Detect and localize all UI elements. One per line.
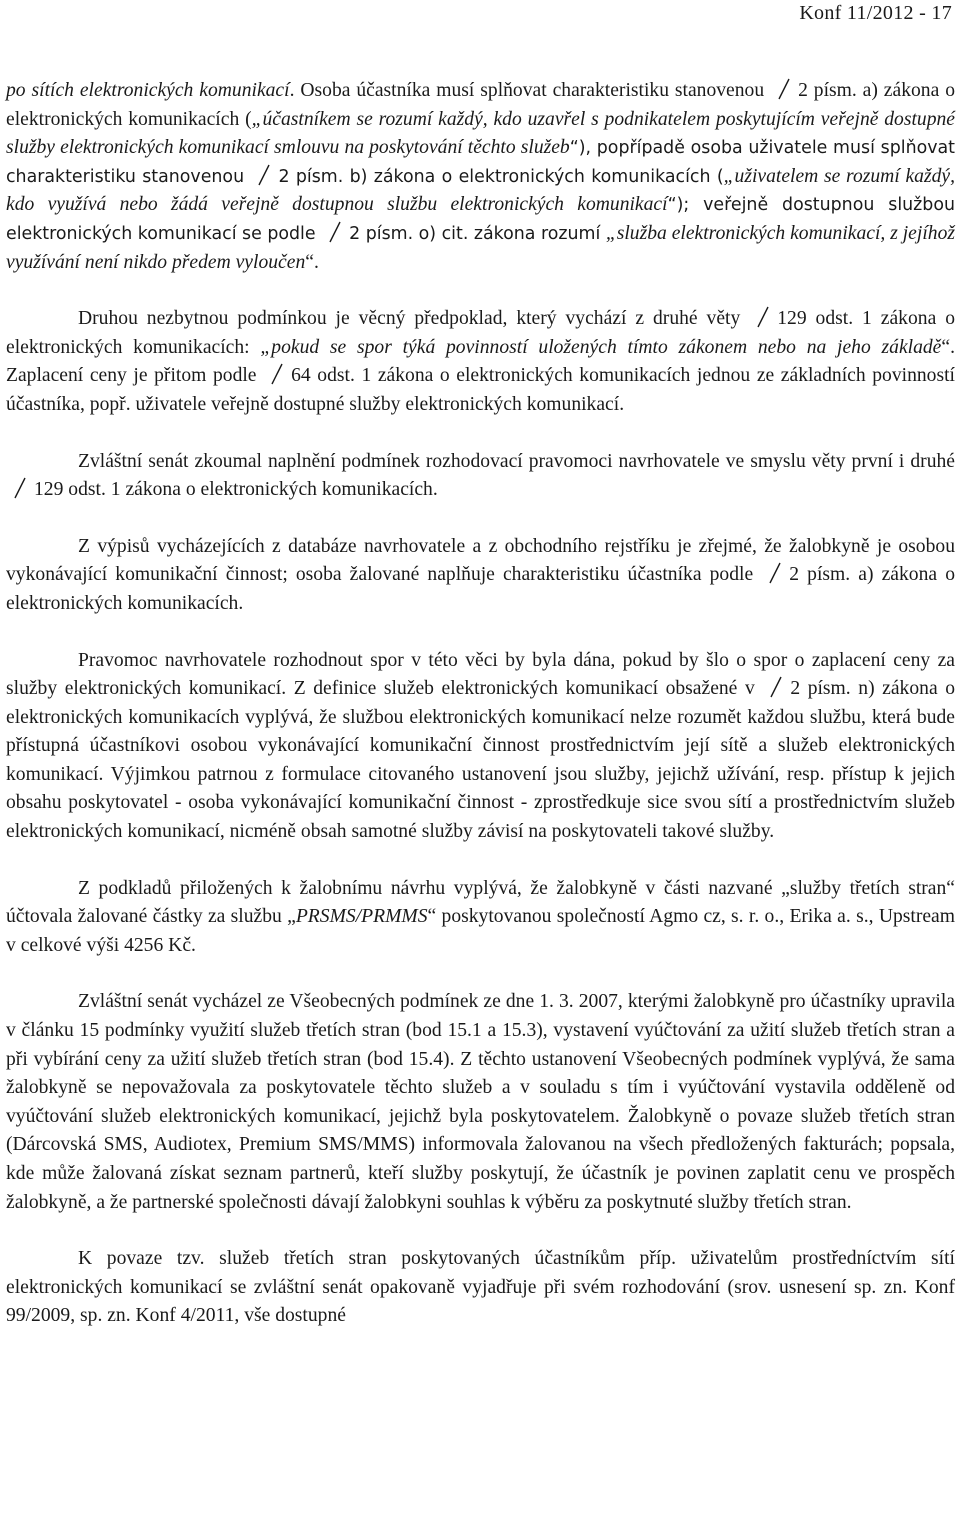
text: 2 písm. n) zákona o elektronických komunikacích vyplývá, že službou elektronických komunikací nelze rozumět každou službu, která bude přístupná účastníkovi osobou vykonávající komunikační činnost prostřednictvím její sítě a služeb elektronických komunikací. Výjimkou patrnou z formulace citovaného ustanovení jsou služby, jejichž užívání, resp. přístup k jejich obsahu poskytovatel - osoba vykonávající komunikační činnost - zprostředkuje sice svou sítí a prostřednictvím služeb elektronických komunikací, nicméně obsah samotné služby závisí na poskytovateli takové služby. [6, 678, 956, 843]
section-symbol-icon [753, 306, 773, 328]
section-symbol-icon [267, 363, 287, 385]
text: Zvláštní senát vycházel ze Všeobecných podmínek ze dne 1. 3. 2007, kterými žalobkyně pro účastníky upravila v článku 15 podmínky využití služeb třetích stran (bod 15.1 a 15.3), vystavení vyúčtování za užití služeb třetích stran a při vybírání ceny za užití služeb třetích stran (bod 15.4). Z těchto ustanovení Všeobecných podmínek vyplývá, že sama žalobkyně se nepovažovala za poskytovatele těchto služeb a v souladu s tím i vyúčtování vystavila odděleně od vyúčtování služeb elektronických komunikací, jejichž byla poskytovatelem. Žalobkyně o povaze služeb třetích stran (Dárcovská SMS, Audiotex, Premium SMS/MMS) informovala žalovanou na všech předložených fakturách; popsala, kde může žalovaná získat seznam partnerů, kteří služby poskytují, že účastník je povinen zaplatit cenu ve prospěch žalobkyně, a že partnerské společnosti dávají žalobkyni souhlas k výběru za poskytnuté služby třetích stran. [6, 991, 955, 1213]
text: 2 písm. o) cit. zákona rozumí [349, 223, 606, 244]
paragraph-7 [6, 988, 955, 1217]
quote-text: po sítích elektronických komunikací [6, 80, 290, 101]
text: Druhou nezbytnou podmínkou je věcný předpoklad, který vychází z druhé věty [78, 308, 750, 330]
text: Zvláštní senát zkoumal naplnění podmínek rozhodovací pravomoci navrhovatele ve smyslu věty první i druhé [78, 450, 955, 472]
section-symbol-icon [766, 676, 786, 698]
text: “), popřípadě osoba uživatele musí splňovat charakteristiku stanovenou [6, 138, 955, 187]
text: K povaze tzv. služeb třetích stran poskytovaných účastníkům příp. uživatelům prostředníctvím sítí elektronických komunikací se zvláštní senát opakovaně vyjadřuje při svém rozhodování (srov. usnesení sp. zn. Konf 99/2009, sp. zn. Konf 4/2011, vše dostupné [6, 1248, 955, 1327]
paragraph-4 [6, 533, 955, 619]
quote-text: „účastníkem se rozumí každý, kdo uzavřel s podnikatelem poskytujícím veřejně dostupné služby elektronických komunikací smlouvu na poskytování těchto služeb [6, 108, 956, 159]
text: 129 odst. 1 zákona o elektronických komunikacích. [34, 479, 438, 501]
paragraph-6 [6, 875, 955, 961]
paragraph-2 [6, 305, 955, 419]
quote-text: „pokud se spor týká povinností uložených tímto zákonem nebo na jeho základě [260, 336, 942, 358]
section-symbol-icon [765, 562, 785, 584]
text: 64 odst. 1 zákona o elektronických komunikacích jednou ze základních povinností účastníka, popř. uživatele veřejně dostupné služby elektronických komunikací. [6, 365, 955, 415]
service-name: PRSMS/PRMMS [295, 906, 428, 928]
text: 2 písm. a) zákona o elektronických komunikacích. [6, 564, 955, 614]
page-header: Konf 11/2012 - 17 [799, 2, 952, 24]
document-body [6, 77, 955, 1359]
text: Z výpisů vycházejících z databáze navrhovatele a z obchodního rejstříku je zřejmé, že žalobkyně je osobou vykonávající komunikační činnost; osoba žalované naplňuje charakteristiku účastníka podle [6, 535, 955, 586]
paragraph-3 [6, 448, 955, 505]
section-symbol-icon [774, 78, 794, 100]
section-symbol-icon [254, 164, 274, 186]
paragraph-1 [6, 77, 955, 277]
text: “); veřejně dostupnou službou elektronických komunikací se podle [6, 195, 956, 244]
text: 2 písm. a) zákona o elektronických komunikacích ( [6, 80, 955, 130]
text: “. [305, 251, 319, 273]
text: “. Zaplacení ceny je přitom podle [6, 336, 955, 387]
section-symbol-icon [325, 221, 345, 243]
text: “ poskytovanou společností Agmo cz, s. r. o., Erika a. s., Upstream v celkové výši 4256 Kč. [6, 906, 955, 956]
text: Z podkladů přiložených k žalobnímu návrhu vyplývá, že žalobkyně v části nazvané „služby třetích stran“ účtovala žalované částky za službu „ [6, 877, 955, 928]
text: Pravomoc navrhovatele rozhodnout spor v této věci by byla dána, pokud by šlo o spor o zaplacení ceny za služby elektronických komunikací. Z definice služeb elektronických komunikací obsažené v [6, 649, 955, 700]
paragraph-8 [6, 1245, 955, 1331]
text: . Osoba účastníka musí splňovat charakteristiku stanovenou [289, 80, 771, 101]
quote-text: „uživatelem se rozumí každý, kdo využívá nebo žádá veřejně dostupnou službu elektronických komunikací [6, 165, 955, 216]
paragraph-5 [6, 647, 955, 847]
text: 2 písm. b) zákona o elektronických komunikacích ( [278, 166, 724, 187]
section-symbol-icon [10, 477, 30, 499]
quote-text: „služba elektronických komunikací, z jejíhož využívání není nikdo předem vyloučen [6, 222, 955, 273]
text: 129 odst. 1 zákona o elektronických komunikacích: [6, 308, 955, 358]
